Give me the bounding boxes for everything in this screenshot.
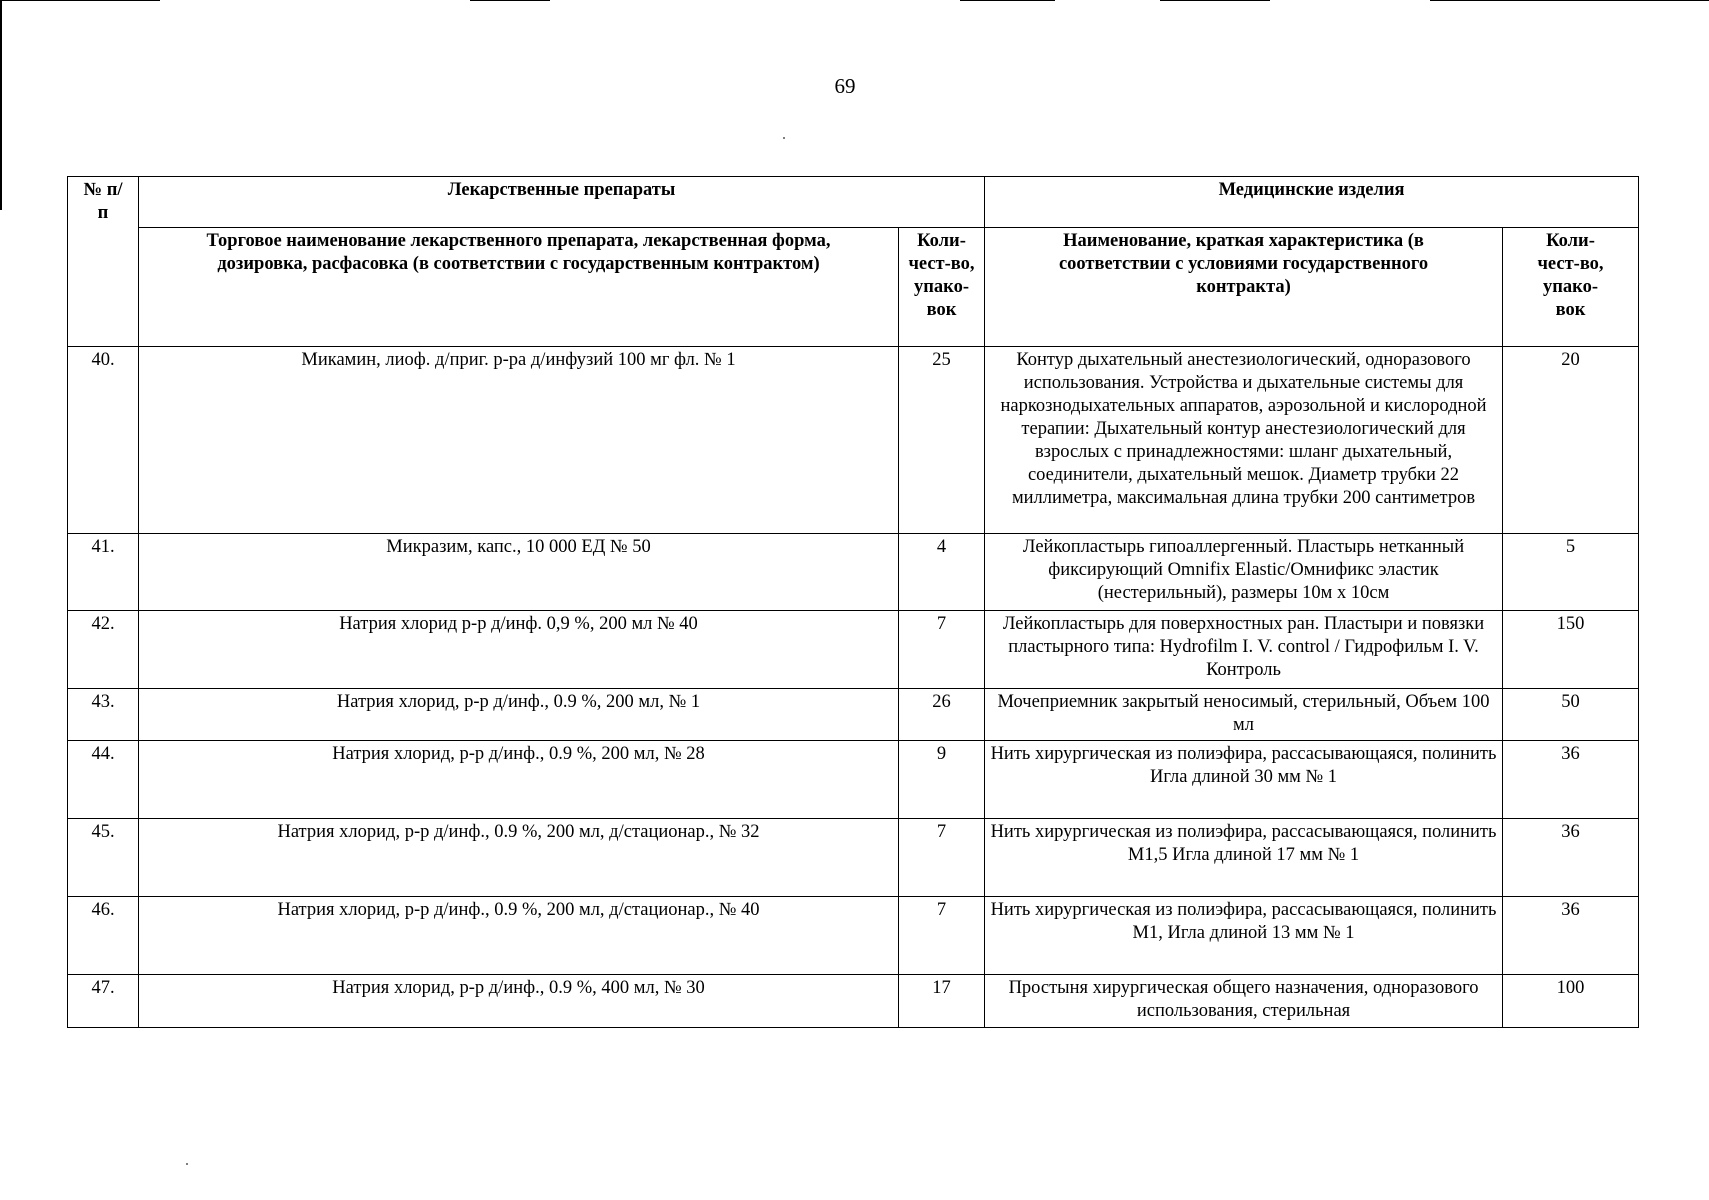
- row-number: 43.: [68, 689, 139, 741]
- device-description: Простыня хирургическая общего назначения, одноразового использования, стерильная: [985, 975, 1503, 1028]
- table-row: [68, 689, 1639, 741]
- header-device-qty: Коли-чест-во, упако-вок: [1503, 228, 1639, 347]
- scan-edge-line: [1160, 0, 1270, 1]
- scan-speck: [783, 137, 785, 139]
- header-device-name: Наименование, краткая характеристика (в соответствии с условиями государственного контракта): [985, 228, 1503, 347]
- device-description: Нить хирургическая из полиэфира, рассасывающаяся, полинить М1, Игла длиной 13 мм № 1: [985, 897, 1503, 975]
- header-row-columns: [68, 228, 1639, 347]
- scan-edge-line: [0, 0, 2, 210]
- drug-quantity: 7: [899, 897, 985, 975]
- header-number: № п/п: [68, 177, 139, 347]
- header-row-groups: [68, 177, 1639, 228]
- drug-name: Натрия хлорид, р-р д/инф., 0.9 %, 200 мл, № 28: [139, 741, 899, 819]
- scan-speck: [186, 1163, 188, 1165]
- scan-edge-line: [960, 0, 1055, 1]
- drug-name: Натрия хлорид р-р д/инф. 0,9 %, 200 мл № 40: [139, 611, 899, 689]
- device-quantity: 20: [1503, 347, 1639, 534]
- device-description: Нить хирургическая из полиэфира, рассасывающаяся, полинить М1,5 Игла длиной 17 мм № 1: [985, 819, 1503, 897]
- row-number: 41.: [68, 534, 139, 611]
- drug-name: Микамин, лиоф. д/приг. р-ра д/инфузий 100 мг фл. № 1: [139, 347, 899, 534]
- device-quantity: 150: [1503, 611, 1639, 689]
- device-quantity: 36: [1503, 819, 1639, 897]
- device-description: Контур дыхательный анестезиологический, одноразового использования. Устройства и дыхательные системы для наркознодыхательных аппаратов, аэрозольной и кислородной терапии: Дыхательный контур анестезиологический для взрослых с принадлежностями: шланг дыхательный, соединители, дыхательный мешок. Диаметр трубки 22 миллиметра, максимальная длина трубки 200 сантиметров: [985, 347, 1503, 534]
- device-description: Лейкопластырь для поверхностных ран. Пластыри и повязки пластырного типа: Hydrofilm I. V. control / Гидрофильм I. V. Контроль: [985, 611, 1503, 689]
- device-description: Лейкопластырь гипоаллергенный. Пластырь нетканный фиксирующий Omnifix Elastic/Омнификс эластик (нестерильный), размеры 10м х 10см: [985, 534, 1503, 611]
- drug-name: Микразим, капс., 10 000 ЕД № 50: [139, 534, 899, 611]
- table-row: [68, 534, 1639, 611]
- row-number: 40.: [68, 347, 139, 534]
- drug-name: Натрия хлорид, р-р д/инф., 0.9 %, 200 мл, № 1: [139, 689, 899, 741]
- header-drugs-group: Лекарственные препараты: [139, 177, 985, 228]
- drug-quantity: 9: [899, 741, 985, 819]
- row-number: 46.: [68, 897, 139, 975]
- page-number: 69: [834, 74, 856, 98]
- scan-edge-line: [0, 0, 160, 1]
- table-row: [68, 897, 1639, 975]
- drug-quantity: 7: [899, 819, 985, 897]
- table-row: [68, 347, 1639, 534]
- row-number: 45.: [68, 819, 139, 897]
- device-description: Нить хирургическая из полиэфира, рассасывающаяся, полинить Игла длиной 30 мм № 1: [985, 741, 1503, 819]
- row-number: 42.: [68, 611, 139, 689]
- header-devices-group: Медицинские изделия: [985, 177, 1639, 228]
- scan-edge-line: [470, 0, 550, 1]
- drug-name: Натрия хлорид, р-р д/инф., 0.9 %, 200 мл, д/стационар., № 40: [139, 897, 899, 975]
- items-table: [67, 176, 1639, 1028]
- device-description: Мочеприемник закрытый неносимый, стерильный, Объем 100 мл: [985, 689, 1503, 741]
- table-row: [68, 975, 1639, 1028]
- drug-quantity: 25: [899, 347, 985, 534]
- drug-quantity: 17: [899, 975, 985, 1028]
- row-number: 47.: [68, 975, 139, 1028]
- table-row: [68, 611, 1639, 689]
- device-quantity: 5: [1503, 534, 1639, 611]
- device-quantity: 36: [1503, 741, 1639, 819]
- device-quantity: 100: [1503, 975, 1639, 1028]
- drug-name: Натрия хлорид, р-р д/инф., 0.9 %, 200 мл, д/стационар., № 32: [139, 819, 899, 897]
- header-drug-qty: Коли-чест-во, упако-вок: [899, 228, 985, 347]
- table-row: [68, 741, 1639, 819]
- row-number: 44.: [68, 741, 139, 819]
- device-quantity: 50: [1503, 689, 1639, 741]
- header-drug-name: Торговое наименование лекарственного препарата, лекарственная форма, дозировка, расфасовка (в соответствии с государственным контрактом): [139, 228, 899, 347]
- drug-name: Натрия хлорид, р-р д/инф., 0.9 %, 400 мл, № 30: [139, 975, 899, 1028]
- device-quantity: 36: [1503, 897, 1639, 975]
- drug-quantity: 26: [899, 689, 985, 741]
- drug-quantity: 4: [899, 534, 985, 611]
- table-row: [68, 819, 1639, 897]
- scan-edge-line: [1430, 0, 1709, 1]
- drug-quantity: 7: [899, 611, 985, 689]
